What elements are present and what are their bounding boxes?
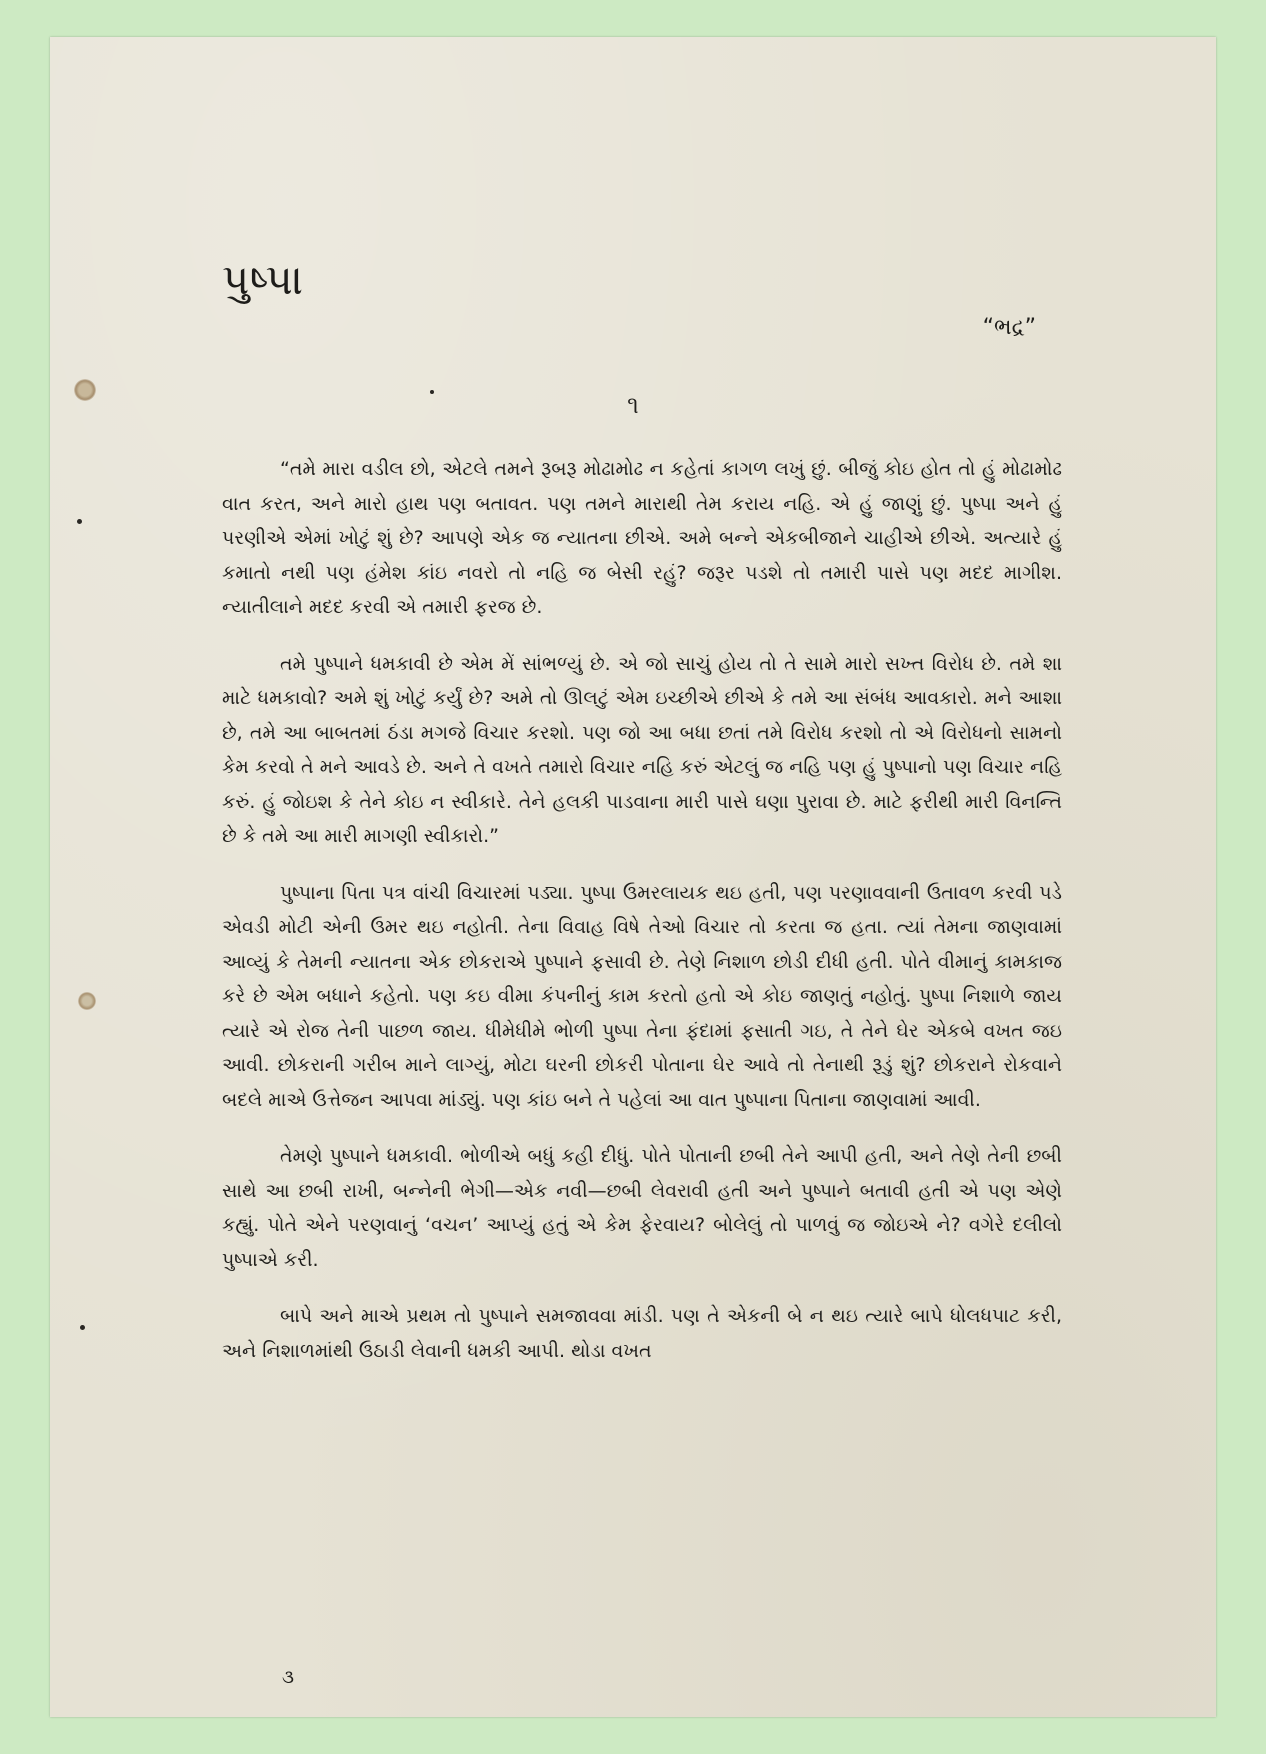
page-number: ૩ bbox=[282, 1667, 294, 1688]
paragraph: બાપે અને માએ પ્રથમ તો પુષ્પાને સમજાવવા માંડી. પણ તે એકની બે ન થઇ ત્યારે બાપે ધોલધપાટ કરી, અને નિશાળમાંથી ઉઠાડી લેવાની ધમકી આપી. થોડા વખત bbox=[222, 1305, 1062, 1362]
author-name: “ભદ્ર” bbox=[982, 315, 1036, 340]
paragraph: “તમે મારા વડીલ છો, એટલે તમને રૂબરૂ મોઢામોઢ ન કહેતાં કાગળ લખું છું. બીજું કોઇ હોત તો હું મોઢામોઢ વાત કરત, અને મારો હાથ પણ બતાવત. પણ તમને મારાથી તેમ કરાય નહિ. એ હું જાણું છું. પુષ્પા અને હું પરણીએ એમાં ખોટું શું છે? આપણે એક જ ન્યાતના છીએ. અમે બન્ને એકબીજાને ચાહીએ છીએ. અત્યારે હું કમાતો નથી પણ હંમેશ કાંઇ નવરો તો નહિ જ બેસી રહું? જરૂર પડશે તો તમારી પાસે પણ મદદ માગીશ. ન્યાતીલાને મદદ કરવી એ તમારી ફરજ છે. bbox=[222, 458, 1062, 618]
paper-speck bbox=[77, 519, 82, 524]
document-page bbox=[50, 37, 1216, 1717]
paper-speck bbox=[80, 1325, 85, 1330]
paragraph: પુષ્પાના પિતા પત્ર વાંચી વિચારમાં પડ્યા. પુષ્પા ઉમરલાયક થઇ હતી, પણ પરણાવવાની ઉતાવળ કરવી પડે એવડી મોટી એની ઉમર થઇ નહોતી. તેના વિવાહ વિષે તેઓ વિચાર તો કરતા જ હતા. ત્યાં તેમના જાણવામાં આવ્યું કે તેમની ન્યાતના એક છોકરાએ પુષ્પાને ફસાવી છે. તેણે નિશાળ છોડી દીધી હતી. પોતે વીમાનું કામકાજ કરે છે એમ બધાને કહેતો. પણ કઇ વીમા કંપનીનું કામ કરતો હતો એ કોઇ જાણતું નહોતું. પુષ્પા નિશાળે જાય ત્યારે એ રોજ તેની પાછળ જાય. ધીમેધીમે ભોળી પુષ્પા તેના ફંદામાં ફસાતી ગઇ, તે તેને ઘેર એકબે વખત જઇ આવી. છોકરાની ગરીબ માને લાગ્યું, મોટા ઘરની છોકરી પોતાના ઘેર આવે તો તેનાથી રૂડું શું? છોકરાને રોકવાને બદલે માએ ઉત્તેજન આપવા માંડ્યું. પણ કાંઇ બને તે પહેલાં આ વાત પુષ્પાના પિતાના જાણવામાં આવી. bbox=[222, 881, 1062, 1111]
chapter-number: ૧ bbox=[627, 391, 639, 419]
paragraph: તમે પુષ્પાને ધમકાવી છે એમ મેં સાંભળ્યું છે. એ જો સાચું હોય તો તે સામે મારો સખ્ત વિરોધ છે. તમે શા માટે ધમકાવો? અમે શું ખોટું કર્યું છે? અમે તો ઊલટું એમ ઇચ્છીએ છીએ કે તમે આ સંબંધ આવકારો. મને આશા છે, તમે આ બાબતમાં ઠંડા મગજે વિચાર કરશો. પણ જો આ બધા છતાં તમે વિરોધ કરશો તો એ વિરોધનો સામનો કેમ કરવો તે મને આવડે છે. અને તે વખતે તમારો વિચાર નહિ કરું એટલું જ નહિ પણ હું પુષ્પાનો પણ વિચાર નહિ કરું. હું જોઇશ કે તેને કોઇ ન સ્વીકારે. તેને હલકી પાડવાના મારી પાસે ઘણા પુરાવા છે. માટે ફરીથી મારી વિનન્તિ છે કે તમે આ મારી માગણી સ્વીકારો.” bbox=[222, 652, 1062, 847]
paragraph: તેમણે પુષ્પાને ધમકાવી. ભોળીએ બધું કહી દીધું. પોતે પોતાની છબી તેને આપી હતી, અને તેણે તેની છબી સાથે આ છબી રાખી, બન્નેની ભેગી—એક નવી—છબી લેવરાવી હતી અને પુષ્પાને બતાવી હતી એ પણ એણે કહ્યું. પોતે એને પરણવાનું ‘વચન’ આપ્યું હતું એ કેમ ફેરવાય? બોલેલું તો પાળવું જ જોઇએ ને? વગેરે દલીલો પુષ્પાએ કરી. bbox=[222, 1145, 1062, 1271]
story-body bbox=[222, 452, 1062, 1390]
paper-stain bbox=[78, 992, 96, 1010]
story-title: પુષ્પા bbox=[222, 255, 305, 304]
